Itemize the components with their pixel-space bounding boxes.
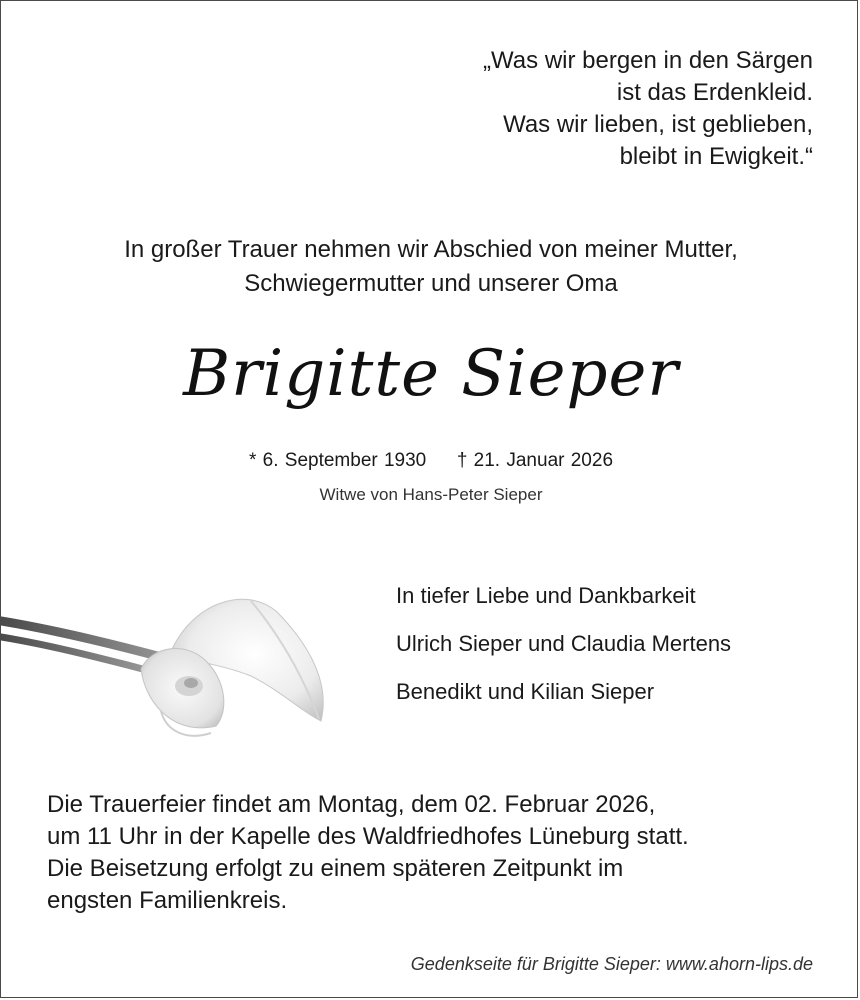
deceased-name: Brigitte Sieper bbox=[183, 337, 679, 411]
mourners-list bbox=[396, 572, 731, 716]
funeral-details bbox=[47, 789, 689, 917]
quote-line: „Was wir bergen in den Särgen bbox=[483, 47, 813, 74]
death-date: † 21. Januar 2026 bbox=[456, 450, 614, 471]
calla-lily-image bbox=[1, 561, 361, 761]
poem-quote bbox=[483, 45, 813, 173]
mourners-line: In tiefer Liebe und Dankbarkeit bbox=[396, 583, 696, 608]
quote-line: Was wir lieben, ist geblieben, bbox=[503, 111, 813, 138]
funeral-line: engsten Familienkreis. bbox=[47, 887, 288, 914]
quote-line: bleibt in Ewigkeit.“ bbox=[619, 143, 813, 170]
announcement-text bbox=[1, 233, 860, 301]
announcement-line: In großer Trauer nehmen wir Abschied von meiner Mutter, bbox=[124, 236, 738, 263]
announcement-line: Schwiegermutter und unserer Oma bbox=[244, 270, 618, 297]
widow-note: Witwe von Hans-Peter Sieper bbox=[319, 485, 543, 504]
quote-line: ist das Erdenkleid. bbox=[616, 79, 813, 106]
funeral-line: Die Beisetzung erfolgt zu einem späteren Zeitpunkt im bbox=[47, 855, 624, 882]
funeral-line: Die Trauerfeier findet am Montag, dem 02. Februar 2026, bbox=[47, 791, 656, 818]
funeral-line: um 11 Uhr in der Kapelle des Waldfriedhofes Lüneburg statt. bbox=[47, 823, 689, 850]
birth-date: * 6. September 1930 bbox=[248, 450, 427, 471]
mourners-line: Ulrich Sieper und Claudia Mertens bbox=[396, 631, 732, 656]
memorial-page-link[interactable]: Gedenkseite für Brigitte Sieper: www.ahorn-lips.de bbox=[410, 954, 813, 974]
mourners-line: Benedikt und Kilian Sieper bbox=[396, 679, 655, 704]
life-dates bbox=[1, 448, 860, 474]
